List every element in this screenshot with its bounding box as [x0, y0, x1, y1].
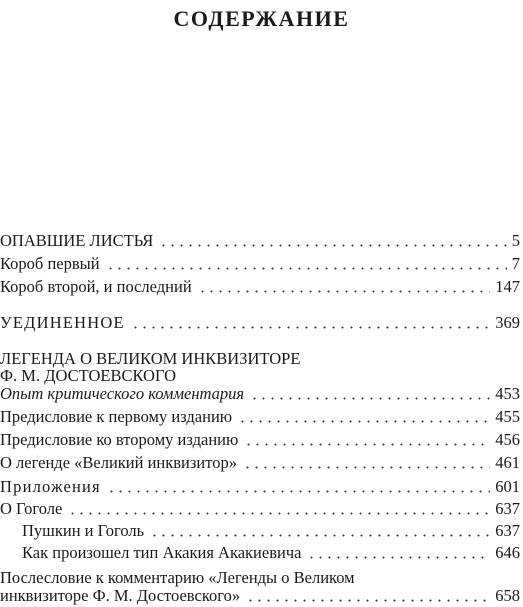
toc-entry-page: 456	[495, 430, 520, 449]
toc-entry-akakiy[interactable]	[22, 542, 520, 564]
toc-entry-pushkin-i-gogol[interactable]	[22, 520, 520, 542]
toc-entry-label: Короб второй, и последний	[0, 277, 192, 296]
toc-entry-label: Приложения	[0, 477, 101, 496]
toc-entry-page: 637	[495, 521, 520, 540]
toc-entry-korob-vtoroi[interactable]	[0, 276, 520, 298]
toc-entry-label: инквизиторе Ф. М. Достоевского»	[0, 586, 241, 605]
dot-leader	[250, 397, 490, 400]
dot-leader	[246, 599, 490, 602]
dot-leader	[244, 443, 490, 446]
toc-entry-label: Предисловие к первому изданию	[0, 407, 233, 426]
toc-entry-page: 455	[495, 407, 520, 426]
dot-leader	[150, 534, 490, 537]
toc-entry-page: 453	[495, 384, 520, 403]
toc-section-heading-legenda: ЛЕГЕНДА О ВЕЛИКОМ ИНКВИЗИТОРЕ	[0, 349, 301, 368]
toc-entry-prilozheniya[interactable]	[0, 476, 520, 498]
dot-leader	[243, 466, 490, 469]
toc-entry-predislovie-2[interactable]	[0, 429, 520, 451]
toc-entry-page: 5	[511, 231, 520, 250]
toc-entry-opavshie-listya[interactable]	[0, 230, 520, 252]
toc-entry-o-legende[interactable]	[0, 452, 520, 474]
toc-entry-label: Опыт критического комментария	[0, 384, 245, 403]
page-title: СОДЕРЖАНИЕ	[173, 6, 350, 31]
toc-entry-korob-pervyi[interactable]	[0, 253, 520, 275]
toc-entry-page: 637	[495, 499, 520, 518]
toc-entry-posleslovie[interactable]	[0, 585, 520, 607]
toc-entry-label: О Гоголе	[0, 499, 63, 518]
dot-leader	[68, 512, 490, 515]
dot-leader	[131, 326, 490, 329]
toc-entry-label: ОПАВШИЕ ЛИСТЬЯ	[0, 231, 154, 250]
toc-entry-opyt[interactable]	[0, 383, 520, 405]
toc-entry-page: 147	[495, 277, 520, 296]
toc-entry-page: 369	[495, 313, 520, 332]
toc-section-heading-dostoevsky: Ф. М. ДОСТОЕВСКОГО	[0, 366, 177, 385]
toc-entry-label: УЕДИНЕННОЕ	[0, 313, 125, 332]
dot-leader	[198, 290, 491, 293]
toc-entry-uedinennoe[interactable]	[0, 312, 520, 334]
toc-entry-page: 646	[495, 543, 520, 562]
toc-entry-o-gogole[interactable]	[0, 498, 520, 520]
toc-entry-predislovie-1[interactable]	[0, 406, 520, 428]
toc-entry-label: О легенде «Великий инквизитор»	[0, 453, 237, 472]
dot-leader	[307, 556, 490, 559]
dot-leader	[238, 420, 490, 423]
toc-entry-page: 601	[495, 477, 520, 496]
toc-entry-page: 658	[495, 586, 520, 605]
dot-leader	[159, 244, 506, 247]
toc-entry-label: Короб первый	[0, 254, 100, 273]
toc-entry-page: 7	[511, 254, 520, 273]
toc-entry-label: Как произошел тип Акакия Акакиевича	[22, 543, 302, 562]
toc-entry-page: 461	[495, 453, 520, 472]
toc-entry-label: Предисловие ко второму изданию	[0, 430, 239, 449]
dot-leader	[106, 267, 507, 270]
toc-entry-posleslovie-line1: Послесловие к комментарию «Легенды о Великом	[0, 568, 355, 587]
toc-entry-label: Пушкин и Гоголь	[22, 521, 145, 540]
dot-leader	[107, 490, 490, 493]
